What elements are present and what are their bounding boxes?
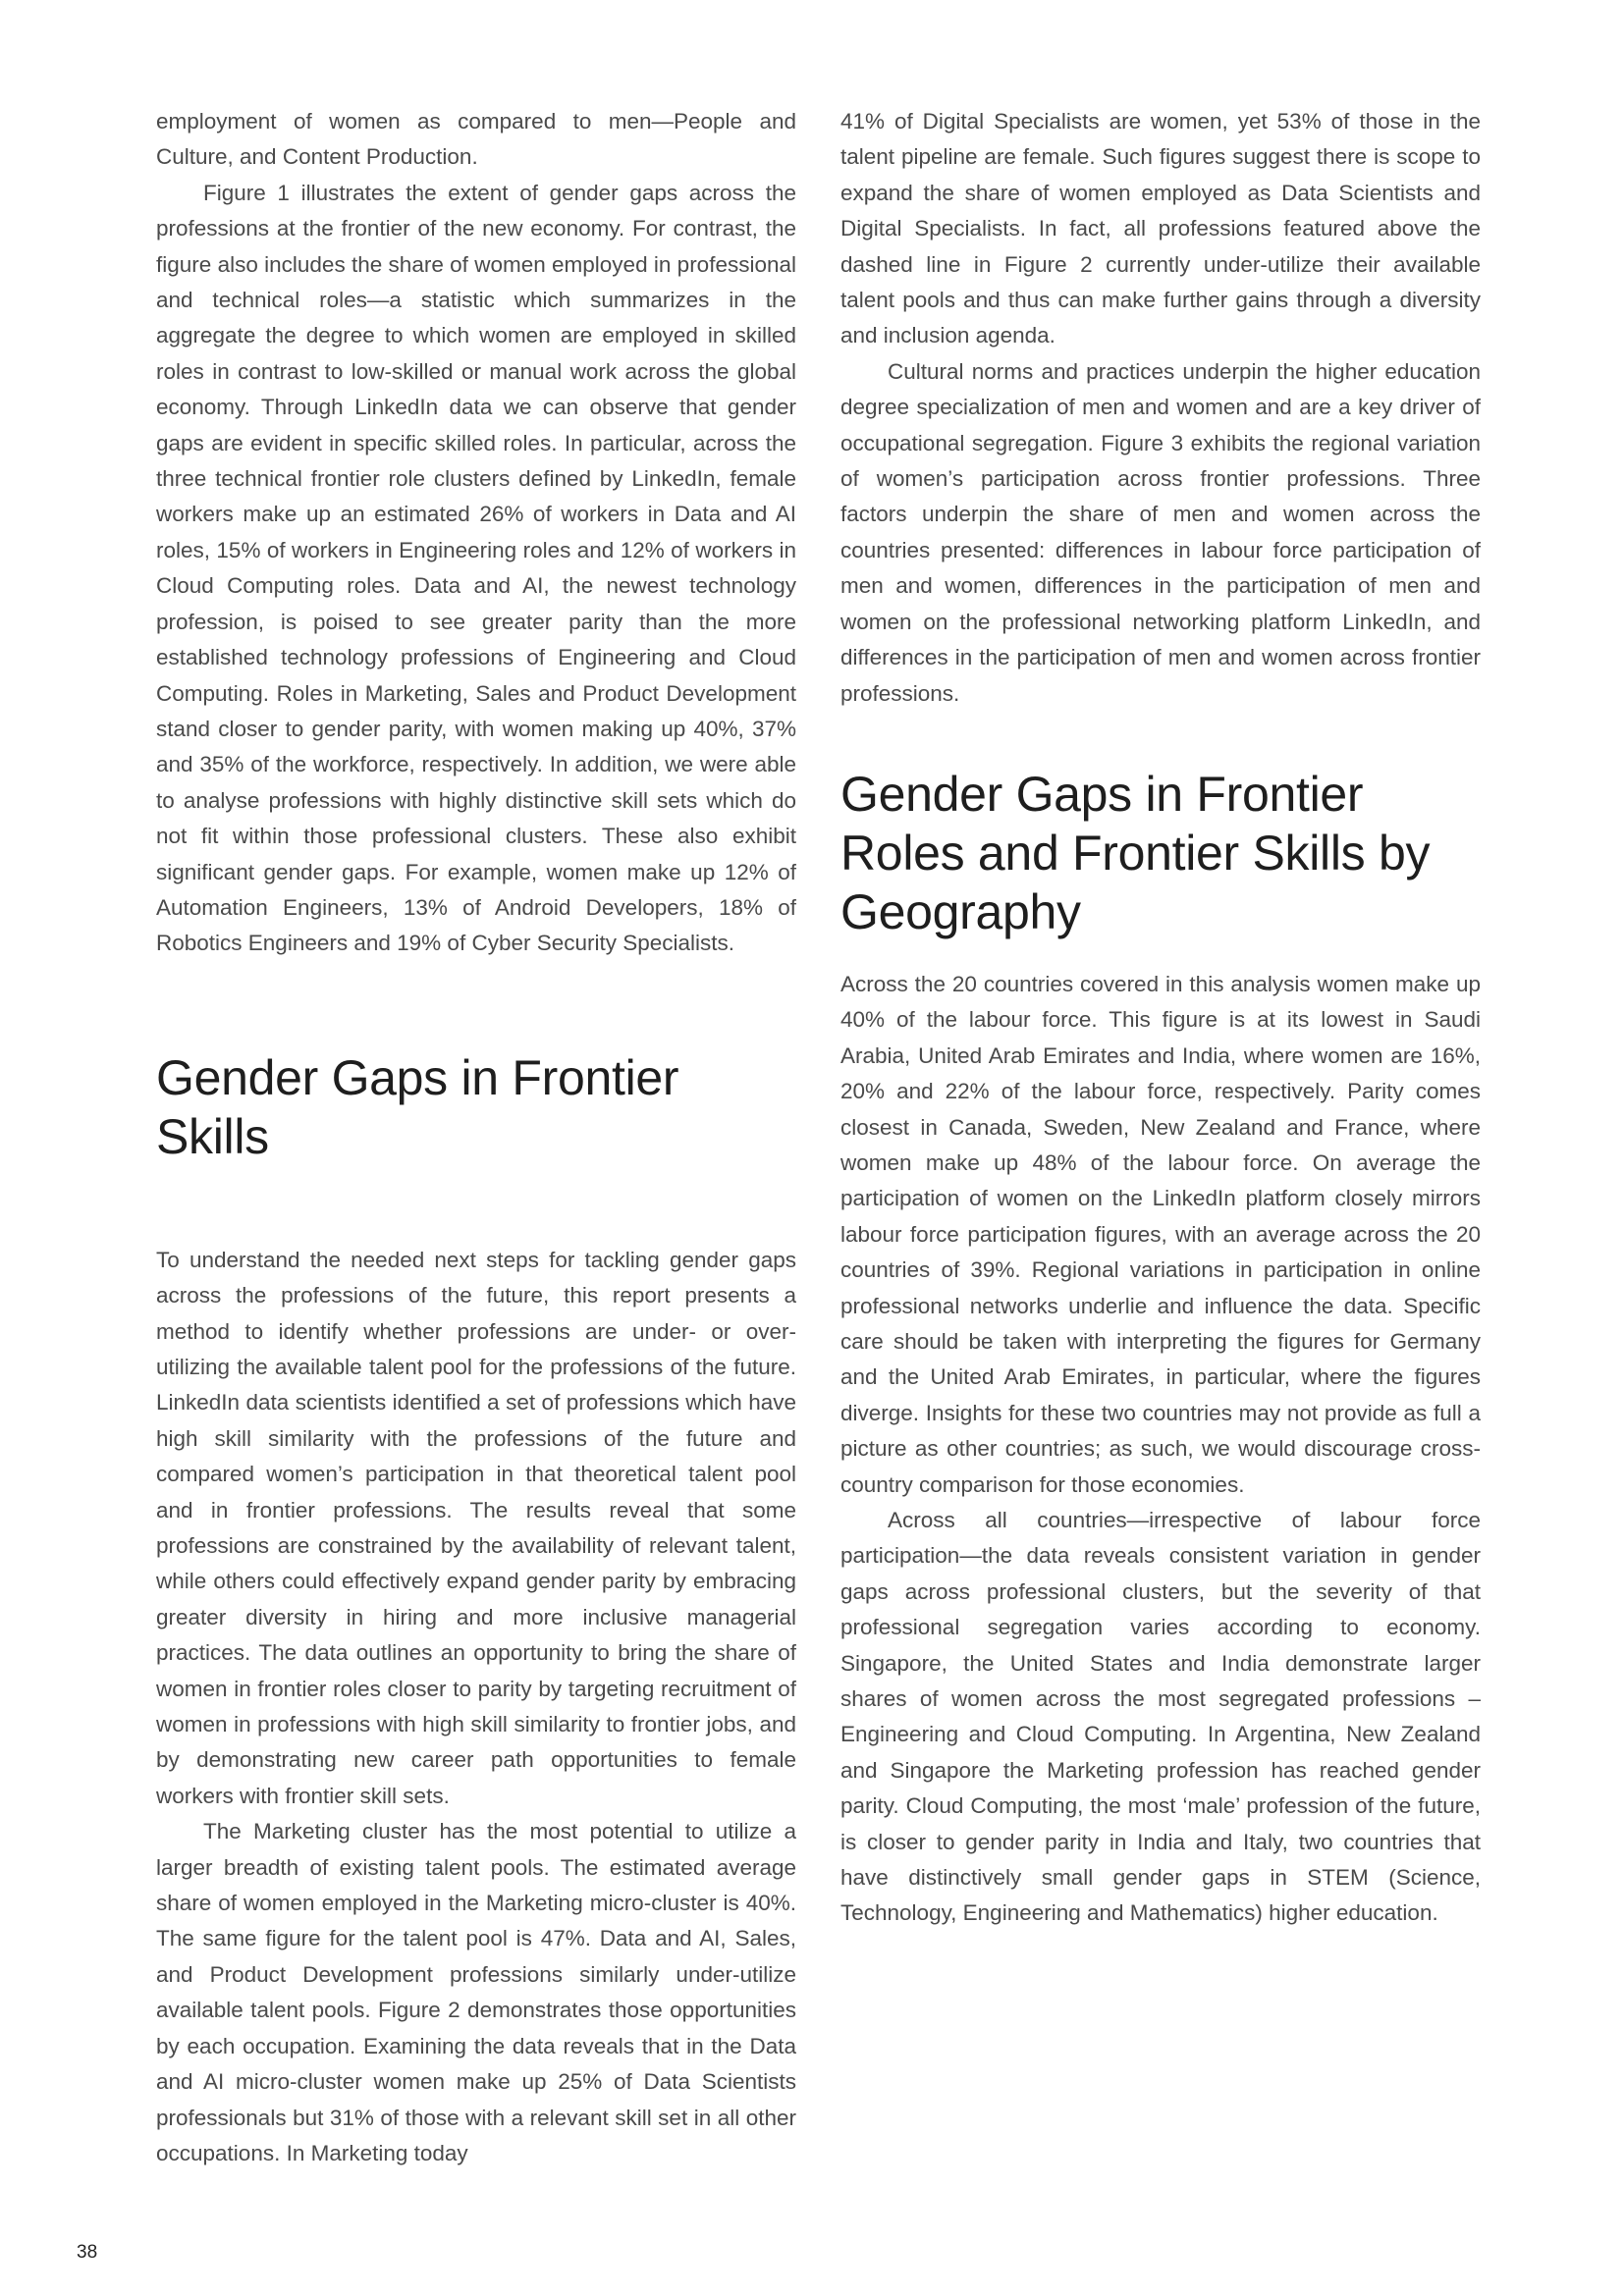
section-heading-geography: Gender Gaps in Frontier Roles and Frontier Skills by Geography [840, 766, 1431, 939]
right-paragraph-2: Cultural norms and practices underpin the higher education degree specialization of men and women and are a key driver of occupational segregation. Figure 3 exhibits the regional variation of women’s participation across frontier professions. Three factors underpin the share of men and women across the countries presented: differences in labour force participation of men and women, differences in the participation of men and women on the professional networking platform LinkedIn, and differences in the participation of men and women across frontier professions. [840, 358, 1481, 706]
left-column [156, 104, 796, 2171]
right-paragraph-4: Across all countries—irrespective of labour force participation—the data reveals consistent variation in gender gaps across professional clusters, but the severity of that professional segregation varies according to economy. Singapore, the United States and India demonstrate larger shares of women across the most segregated professions – Engineering and Cloud Computing. In Argentina, New Zealand and Singapore the Marketing profession has reached gender parity. Cloud Computing, the most ‘male’ profession of the future, is closer to gender parity in India and Italy, two countries that have distinctively small gender gaps in STEM (Science, Technology, Engineering and Mathematics) higher education. [840, 1508, 1481, 1926]
page-number: 38 [77, 2242, 98, 2263]
left-paragraph-1: employment of women as compared to men—People and Culture, and Content Production. [156, 109, 796, 170]
section-heading-frontier-skills: Gender Gaps in Frontier Skills [156, 1049, 679, 1164]
left-paragraph-3: To understand the needed next steps for tackling gender gaps across the professions of the future, this report presents a method to identify whether professions are under- or over-utilizing the available talent pool for the professions of the future. LinkedIn data scientists identified a set of professions which have high skill similarity with the professions of the future and compared women’s participation in that theoretical talent pool and in frontier professions. The results reveal that some professions are constrained by the availability of relevant talent, while others could effectively expand gender parity by embracing greater diversity in hiring and more inclusive managerial practices. The data outlines an opportunity to bring the share of women in frontier roles closer to parity by targeting recruitment of women in professions with high skill similarity to frontier jobs, and by demonstrating new career path opportunities to female workers with frontier skill sets. [156, 1247, 796, 1808]
right-column [840, 104, 1481, 1932]
right-paragraph-1: 41% of Digital Specialists are women, yet 53% of those in the talent pipeline are female. Such figures suggest there is scope to expand the share of women employed as Data Scientists and Digital Specialists. In fact, all professions featured above the dashed line in Figure 2 currently under-utilize their available talent pools and thus can make further gains through a diversity and inclusion agenda. [840, 109, 1481, 348]
left-paragraph-2: Figure 1 illustrates the extent of gender gaps across the professions at the frontier of the new economy. For contrast, the figure also includes the share of women employed in professional and technical roles—a statistic which summarizes in the aggregate the degree to which women are employed in skilled roles in contrast to low-skilled or manual work across the global economy. Through LinkedIn data we can observe that gender gaps are evident in specific skilled roles. In particular, across the three technical frontier role clusters defined by LinkedIn, female workers make up an estimated 26% of workers in Data and AI roles, 15% of workers in Engineering roles and 12% of workers in Cloud Computing roles. Data and AI, the newest technology profession, is poised to see greater parity than the more established technology professions of Engineering and Cloud Computing. Roles in Marketing, Sales and Product Development stand closer to gender parity, with women making up 40%, 37% and 35% of the workforce, respectively. In addition, we were able to analyse professions with highly distinctive skill sets which do not fit within those professional clusters. These also exhibit significant gender gaps. For example, women make up 12% of Automation Engineers, 13% of Android Developers, 18% of Robotics Engineers and 19% of Cyber Security Specialists. [156, 180, 796, 956]
right-paragraph-3: Across the 20 countries covered in this analysis women make up 40% of the labour force. This figure is at its lowest in Saudi Arabia, United Arab Emirates and India, where women are 16%, 20% and 22% of the labour force, respectively. Parity comes closest in Canada, Sweden, New Zealand and France, where women make up 48% of the labour force. On average the participation of women on the LinkedIn platform closely mirrors labour force participation figures, with an average across the 20 countries of 39%. Regional variations in participation in online professional networks underlie and influence the data. Specific care should be taken with interpreting the figures for Germany and the United Arab Emirates, in particular, where the figures diverge. Insights for these two countries may not provide as full a picture as other countries; as such, we would discourage cross-country comparison for those economies. [840, 971, 1481, 1497]
left-paragraph-4: The Marketing cluster has the most potential to utilize a larger breadth of existing talent pools. The estimated average share of women employed in the Marketing micro-cluster is 40%. The same figure for the talent pool is 47%. Data and AI, Sales, and Product Development professions similarly under-utilize available talent pools. Figure 2 demonstrates those opportunities by each occupation. Examining the data reveals that in the Data and AI micro-cluster women make up 25% of Data Scientists professionals but 31% of those with a relevant skill set in all other occupations. In Marketing today [156, 1819, 796, 2165]
